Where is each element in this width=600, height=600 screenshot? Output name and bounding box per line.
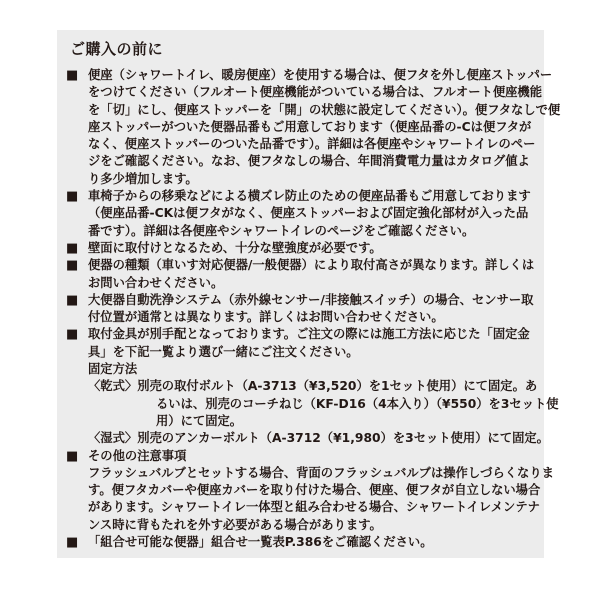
bullet-icon: ■ — [66, 240, 79, 256]
item-line: 壁面に取付けとなるため、十分な壁強度が必要です。 — [88, 240, 382, 255]
list-item-other — [66, 448, 554, 534]
bullet-icon: ■ — [66, 292, 79, 308]
item-line: 座ストッパーがついた便器品番もご用意しております（便座品番の-Cは便フタが — [88, 119, 532, 134]
list-item — [66, 67, 561, 188]
list-item — [66, 292, 536, 327]
other-line: フラッシュバルブとセットする場合、背面のフラッシュバルブは操作しづらくなりま — [88, 465, 554, 480]
notice-list — [66, 67, 561, 551]
other-heading: その他の注意事項 — [88, 448, 187, 463]
fixing-dry-cont: るいは、別売のコーチねじ（KF-D16（4本入り）（¥550）を3セット使 — [156, 396, 559, 411]
item-line: 車椅子からの移乗などによる横ズレ防止のための便座品番もご用意しております — [88, 189, 531, 204]
item-line: 具」を下記一覧より選び一緒にご注文ください。 — [88, 344, 359, 359]
fixing-wet: 〈湿式〉別売のアンカーボルト（A-3712（¥1,980）を3セット使用）にて固定。 — [88, 431, 549, 446]
list-item — [66, 326, 536, 361]
section-title: ご購入の前に — [70, 40, 164, 58]
item-line: お問い合わせください。 — [88, 275, 224, 290]
list-item — [66, 257, 536, 292]
item-line: ジをご確認ください。なお、便フタなしの場合、年間消費電力量はカタログ値よ — [88, 154, 530, 169]
item-line: 番です）。詳細は各便座やシャワートイレのページをご確認ください。 — [88, 223, 475, 238]
combination-note: 「組合せ可能な便器」組合せ一覧表P.386をご確認ください。 — [88, 535, 433, 550]
fixing-heading: 固定方法 — [88, 362, 138, 377]
bullet-icon: ■ — [66, 189, 79, 205]
bullet-icon: ■ — [66, 68, 79, 83]
other-line: があります。シャワートイレ一体型と組み合わせる場合、シャワートイレメンテナ — [88, 500, 540, 515]
item-line: （便座品番-CKは便フタがなく、便座ストッパーおよび固定強化部材が入った品 — [88, 206, 529, 221]
bullet-icon: ■ — [66, 535, 79, 551]
item-line: 取付金具が別手配となっております。ご注文の際には施工方法に応じた「固定金 — [88, 327, 530, 342]
item-line: 便座（シャワートイレ、暖房便座）を使用する場合は、便フタを外し便座ストッパー — [88, 68, 553, 82]
fixing-method — [66, 361, 559, 447]
other-line: ンス時に背もたれを外す必要がある場合があります。 — [88, 517, 382, 532]
item-line: 大便器自動洗浄システム（赤外線センサー/非接触スイッチ）の場合、センサー取 — [88, 292, 534, 307]
fixing-dry-cont: 用）にて固定。 — [156, 413, 243, 428]
item-line: 便器の種類（車いす対応便器/一般便器）により取付高さが異なります。詳しくは — [88, 258, 535, 273]
bullet-icon: ■ — [66, 258, 79, 274]
list-item-combination — [66, 534, 536, 551]
item-line: なく、便座ストッパーのついた品番です）。詳細は各便座やシャワートイレのペー — [88, 137, 536, 152]
bullet-icon: ■ — [66, 448, 79, 464]
list-item — [66, 240, 536, 257]
fixing-dry: 〈乾式〉別売の取付ボルト（A-3713（¥3,520）を1セット使用）にて固定。あ — [88, 379, 538, 394]
item-line: を「切」にし、便座ストッパーを「開」の状態に設定してください）。便フタなしで便 — [88, 102, 561, 117]
item-line: 付位置が通常とは異なります。詳しくはお問い合わせください。 — [88, 310, 444, 325]
bullet-icon: ■ — [66, 327, 79, 343]
item-line: り多少増加します。 — [88, 171, 198, 186]
list-item — [66, 188, 536, 240]
other-line: す。便フタカバーや便座カバーを取り付けた場合、便座、便フタが自立しない場合 — [88, 483, 541, 498]
item-line: をつけてください（フルオート便座機能がついている場合は、フルオート便座機能 — [88, 85, 543, 100]
